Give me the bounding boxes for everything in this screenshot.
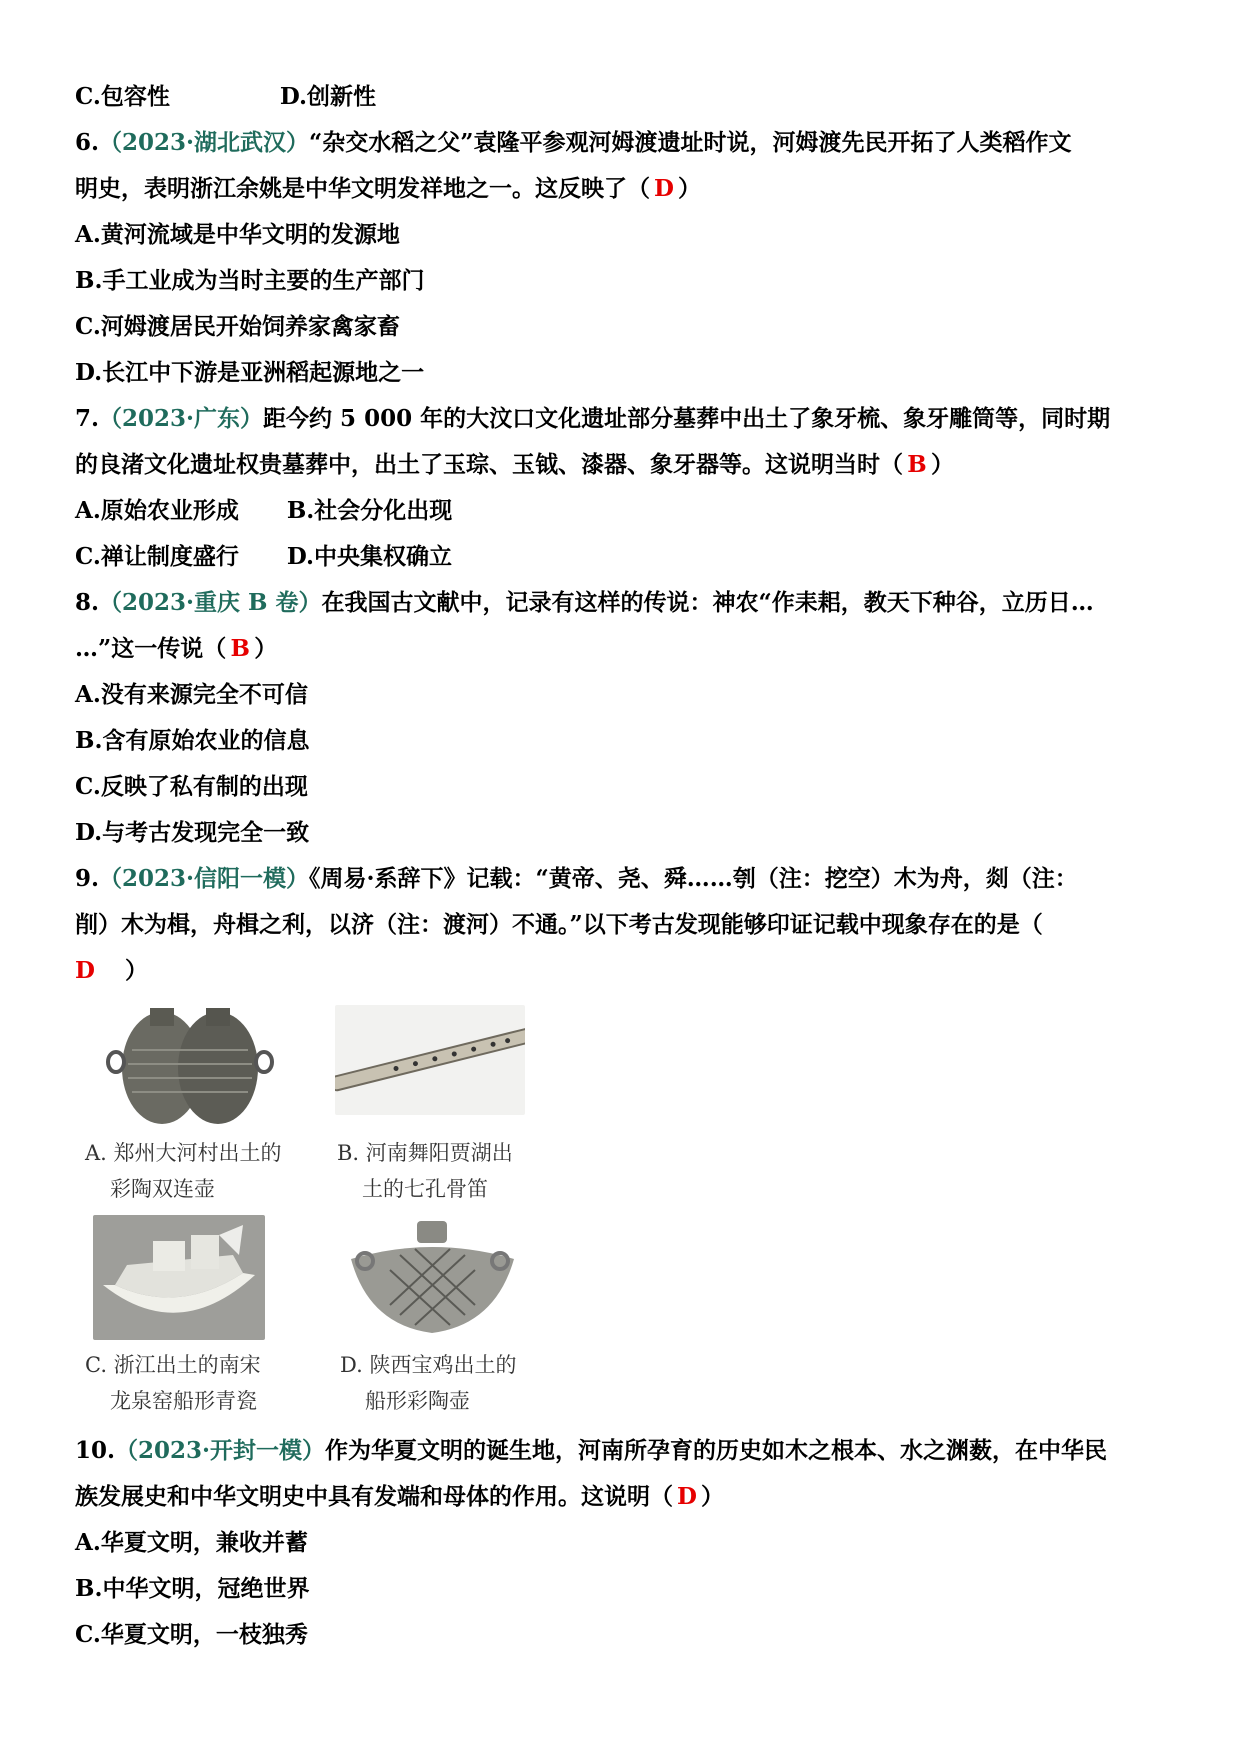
q6-option-d: D.长江中下游是亚洲稻起源地之一: [75, 359, 425, 386]
caption-a-line1: A. 郑州大河村出土的: [85, 1141, 282, 1165]
q8-number: 8.: [75, 589, 100, 616]
q10-close: ）: [701, 1483, 724, 1510]
q7-option-b: B.社会分化出现: [286, 497, 453, 524]
q10-stem-line1: [75, 1436, 1175, 1466]
q6-source: （2023·湖北武汉）: [99, 129, 310, 156]
q6-option-b: B.手工业成为当时主要的生产部门: [75, 267, 425, 294]
q10-number: 10.: [75, 1437, 116, 1464]
q10-text2: 族发展史和中华文明史中具有发端和母体的作用。这说明（: [75, 1483, 673, 1510]
q9-text2: 削）木为楫，舟楫之利，以济（注：渡河）不通。”以下考古发现能够印证记载中现象存在的是（: [75, 911, 1043, 938]
q8-stem-line1: [75, 588, 1175, 618]
caption-c-line2: 龙泉窑船形青瓷: [110, 1389, 257, 1413]
caption-a-line2: 彩陶双连壶: [110, 1177, 215, 1201]
celadon-boat-image: [93, 1215, 265, 1340]
option-c: C.包容性: [75, 83, 170, 110]
caption-d-line2: 船形彩陶壶: [365, 1389, 470, 1413]
q8-stem-line2: [75, 634, 1175, 664]
q7-close: ）: [931, 451, 954, 478]
q7-source: （2023·广东）: [99, 405, 264, 432]
q7-text2: 的良渚文化遗址权贵墓葬中，出土了玉琮、玉钺、漆器、象牙器等。这说明当时（: [75, 451, 903, 478]
q9-number: 9.: [75, 865, 100, 892]
q7-stem-line2: [75, 450, 1175, 480]
q9-stem-line3: [75, 956, 1175, 986]
q7-option-c: C.禅让制度盛行: [75, 543, 239, 570]
q6-text1: “杂交水稻之父”袁隆平参观河姆渡遗址时说，河姆渡先民开拓了人类稻作文: [309, 129, 1072, 156]
q8-text1: 在我国古文献中，记录有这样的传说：神农“作耒耜，教天下种谷，立历日…: [321, 589, 1094, 616]
q6-number: 6.: [75, 129, 100, 156]
q7-number: 7.: [75, 405, 100, 432]
q8-option-b: B.含有原始农业的信息: [75, 727, 310, 754]
q9-close: ）: [124, 957, 148, 984]
q10-option-b: B.中华文明，冠绝世界: [75, 1575, 310, 1602]
q10-source: （2023·开封一模）: [115, 1437, 326, 1464]
q10-answer: D: [677, 1483, 697, 1510]
q6-option-a: A.黄河流域是中华文明的发源地: [75, 221, 400, 248]
q6-stem-line1: [75, 128, 1175, 158]
caption-d-line1: D. 陕西宝鸡出土的: [340, 1353, 517, 1377]
q9-text1: 《周易·系辞下》记载：“黄帝、尧、舜……刳（注：挖空）木为舟，剡（注：: [309, 865, 1078, 892]
q7-option-a: A.原始农业形成: [75, 497, 239, 524]
q9-stem-line2: [75, 910, 1175, 940]
option-d: D.创新性: [279, 83, 377, 110]
q7-text1: 距今约 5 000 年的大汶口文化遗址部分墓葬中出土了象牙梳、象牙雕筒等，同时期: [263, 405, 1111, 432]
q6-close: ）: [678, 175, 701, 202]
bone-flute-image: [335, 1005, 525, 1115]
q7-answer: B: [907, 451, 927, 478]
q10-option-a: A.华夏文明，兼收并蓄: [75, 1529, 308, 1556]
twin-pottery-jar-image: [100, 1000, 280, 1130]
q8-option-c: C.反映了私有制的出现: [75, 773, 308, 800]
q10-text1: 作为华夏文明的诞生地，河南所孕育的历史如木之根本、水之渊薮，在中华民: [325, 1437, 1108, 1464]
caption-c-line1: C. 浙江出土的南宋: [85, 1353, 261, 1377]
q8-close: ）: [254, 635, 278, 662]
q6-option-c: C.河姆渡居民开始饲养家禽家畜: [75, 313, 400, 340]
q7-stem-line1: [75, 404, 1175, 434]
q8-option-d: D.与考古发现完全一致: [75, 819, 310, 846]
q8-text2: …”这一传说（: [75, 635, 227, 662]
q7-option-d: D.中央集权确立: [286, 543, 453, 570]
q9-stem-line1: [75, 864, 1175, 894]
q8-source: （2023·重庆 B 卷）: [99, 589, 322, 616]
q8-answer: B: [230, 635, 250, 662]
q9-source: （2023·信阳一模）: [99, 865, 310, 892]
q7-options-row1: [75, 496, 1175, 526]
q7-options-row2: [75, 542, 1175, 572]
q10-option-c: C.华夏文明，一枝独秀: [75, 1621, 308, 1648]
q9-answer: D: [75, 957, 95, 984]
q6-stem-line2: [75, 174, 1175, 204]
q6-answer: D: [654, 175, 674, 202]
prev-options-row: [75, 82, 1175, 112]
caption-b-line2: 土的七孔骨笛: [362, 1177, 488, 1201]
caption-b-line1: B. 河南舞阳贾湖出: [337, 1141, 513, 1165]
q10-stem-line2: [75, 1482, 1175, 1512]
q6-text2: 明史，表明浙江余姚是中华文明发祥地之一。这反映了（: [75, 175, 650, 202]
boat-pottery-pot-image: [345, 1215, 520, 1340]
q8-option-a: A.没有来源完全不可信: [75, 681, 308, 708]
